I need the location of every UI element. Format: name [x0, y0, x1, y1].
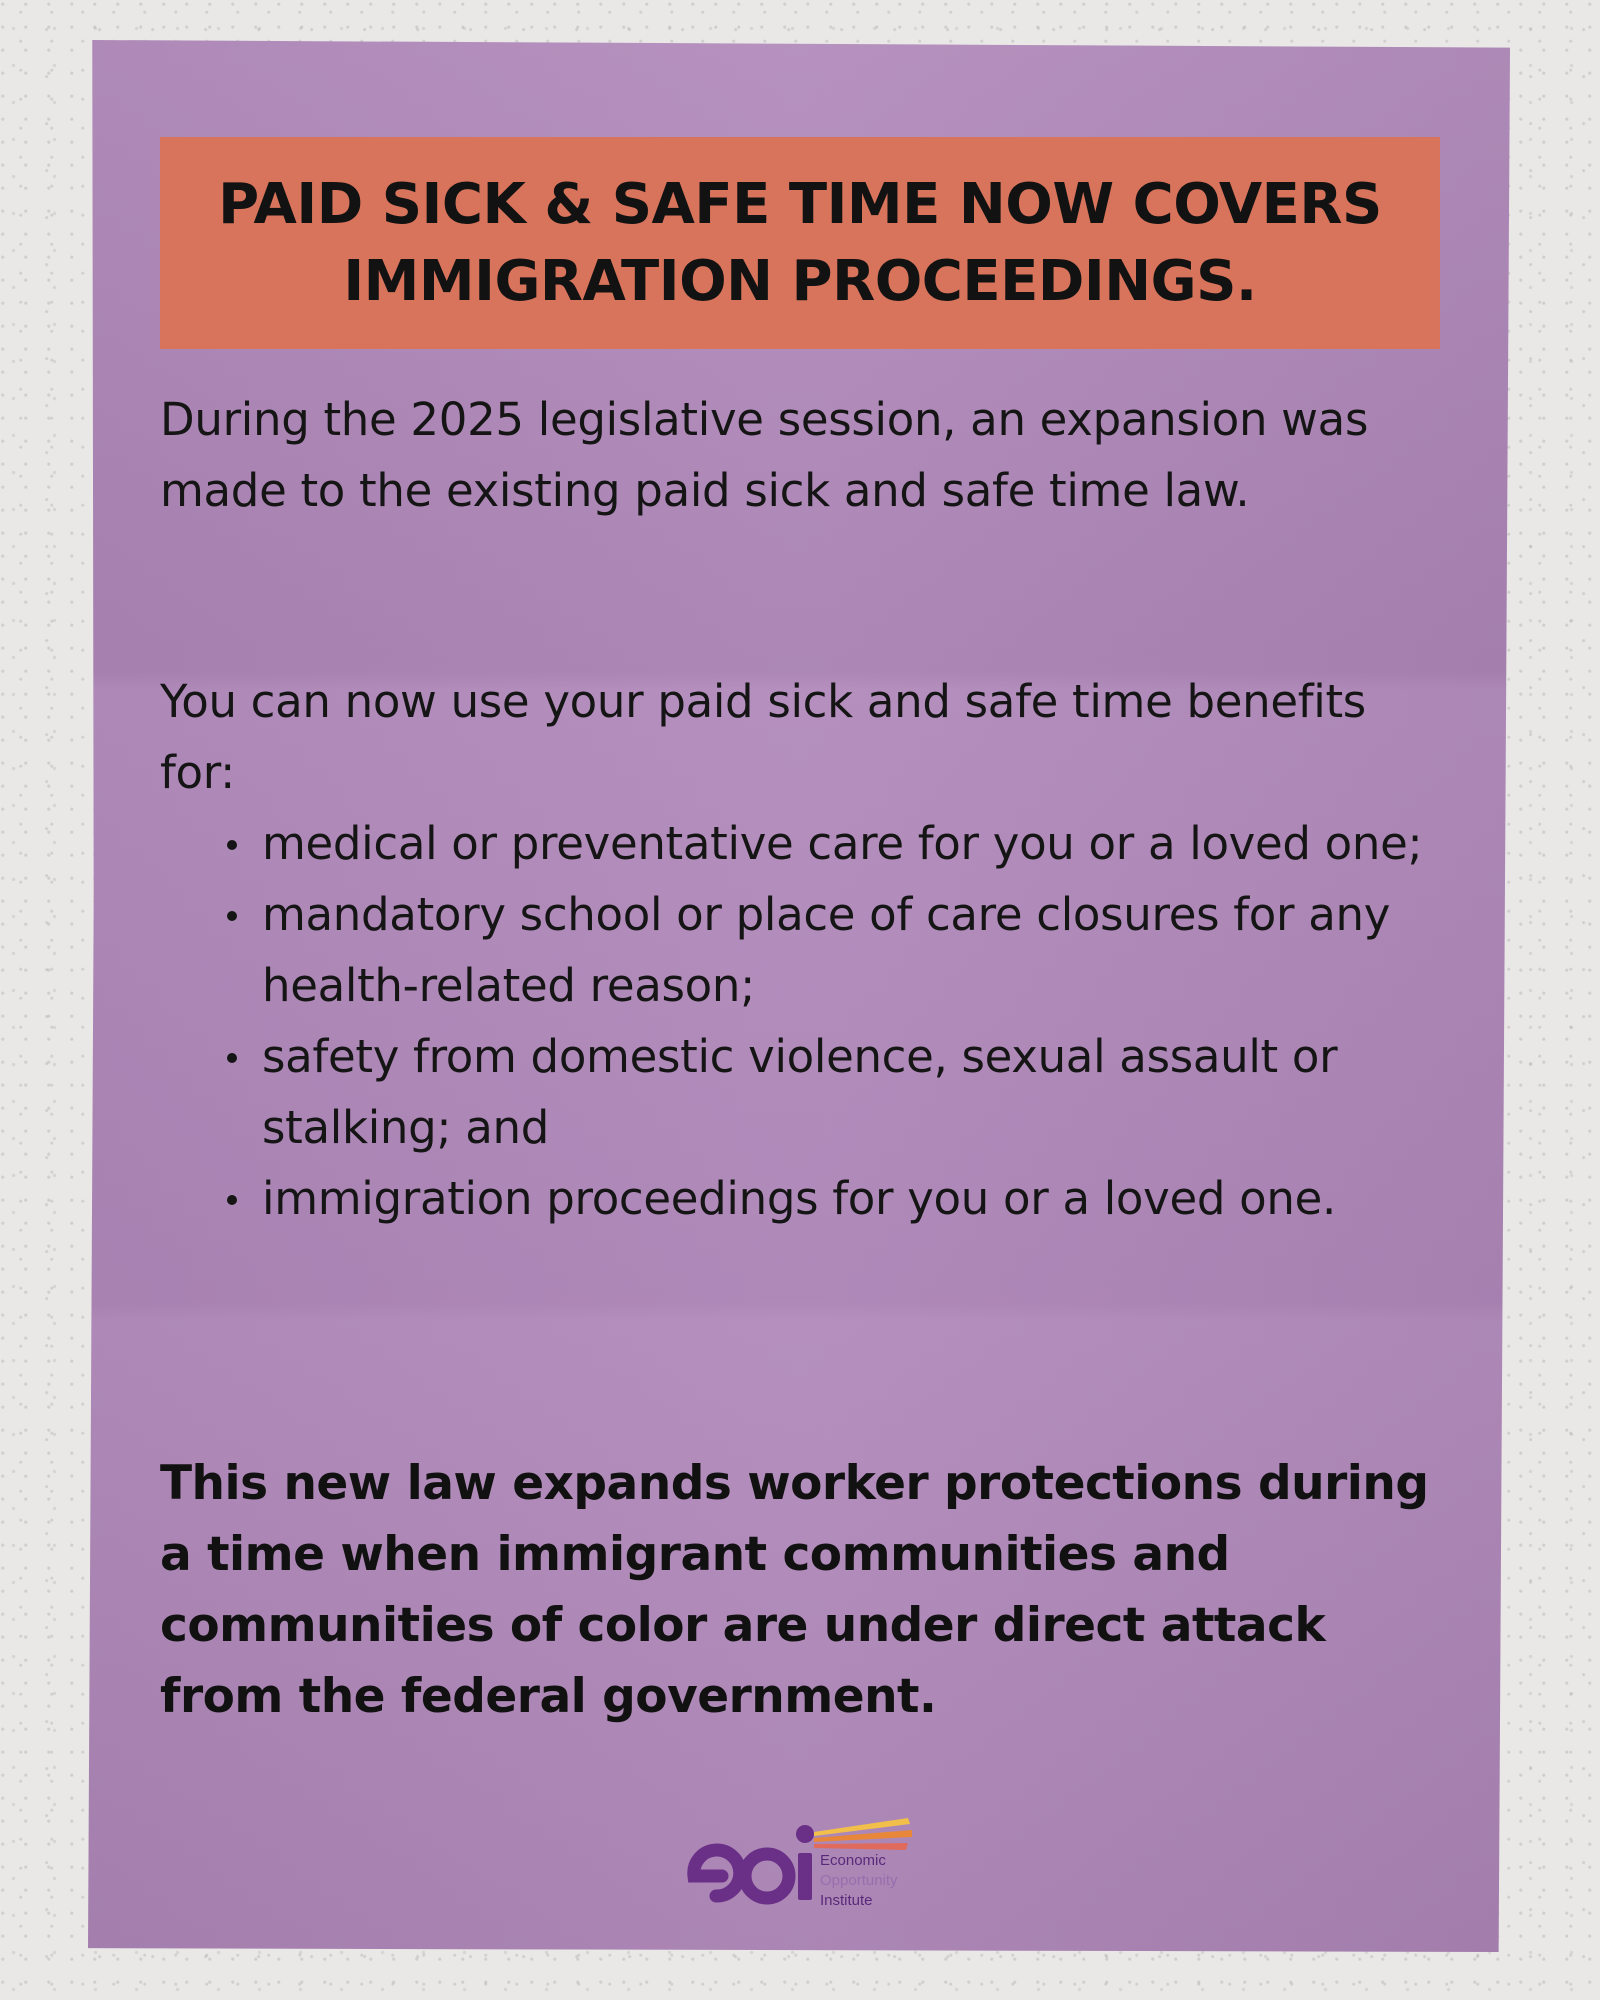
- sunburst-rays-icon: [814, 1818, 912, 1850]
- closing-statement: This new law expands worker protections during a time when immigrant communities and communities of color are under direct attack from the federal government.: [160, 1456, 1429, 1724]
- benefits-list: [262, 808, 1442, 1234]
- benefit-item-safety: safety from domestic violence, sexual assault or stalking; and: [262, 1021, 1442, 1163]
- eoi-logo: [686, 1810, 922, 1912]
- benefit-item-medical: medical or preventative care for you or a loved one;: [262, 808, 1442, 879]
- benefit-item-school-closures: mandatory school or place of care closures for any health-related reason;: [262, 879, 1442, 1021]
- headline-line-1: PAID SICK & SAFE TIME NOW COVERS: [218, 171, 1382, 237]
- logo-word-institute: Institute: [820, 1892, 873, 1909]
- headline-banner: [160, 137, 1440, 349]
- intro-paragraph: During the 2025 legislative session, an expansion was made to the existing paid sick and safe time law.: [160, 393, 1369, 517]
- logo-word-opportunity: Opportunity: [820, 1872, 898, 1889]
- benefit-item-immigration: immigration proceedings for you or a loved one.: [262, 1163, 1442, 1234]
- benefits-lead: You can now use your paid sick and safe time benefits for:: [160, 675, 1366, 799]
- eoi-logo-mark: [686, 1810, 922, 1912]
- headline: [218, 166, 1382, 321]
- logo-word-economic: Economic: [820, 1852, 886, 1869]
- headline-line-2: IMMIGRATION PROCEEDINGS.: [343, 249, 1257, 314]
